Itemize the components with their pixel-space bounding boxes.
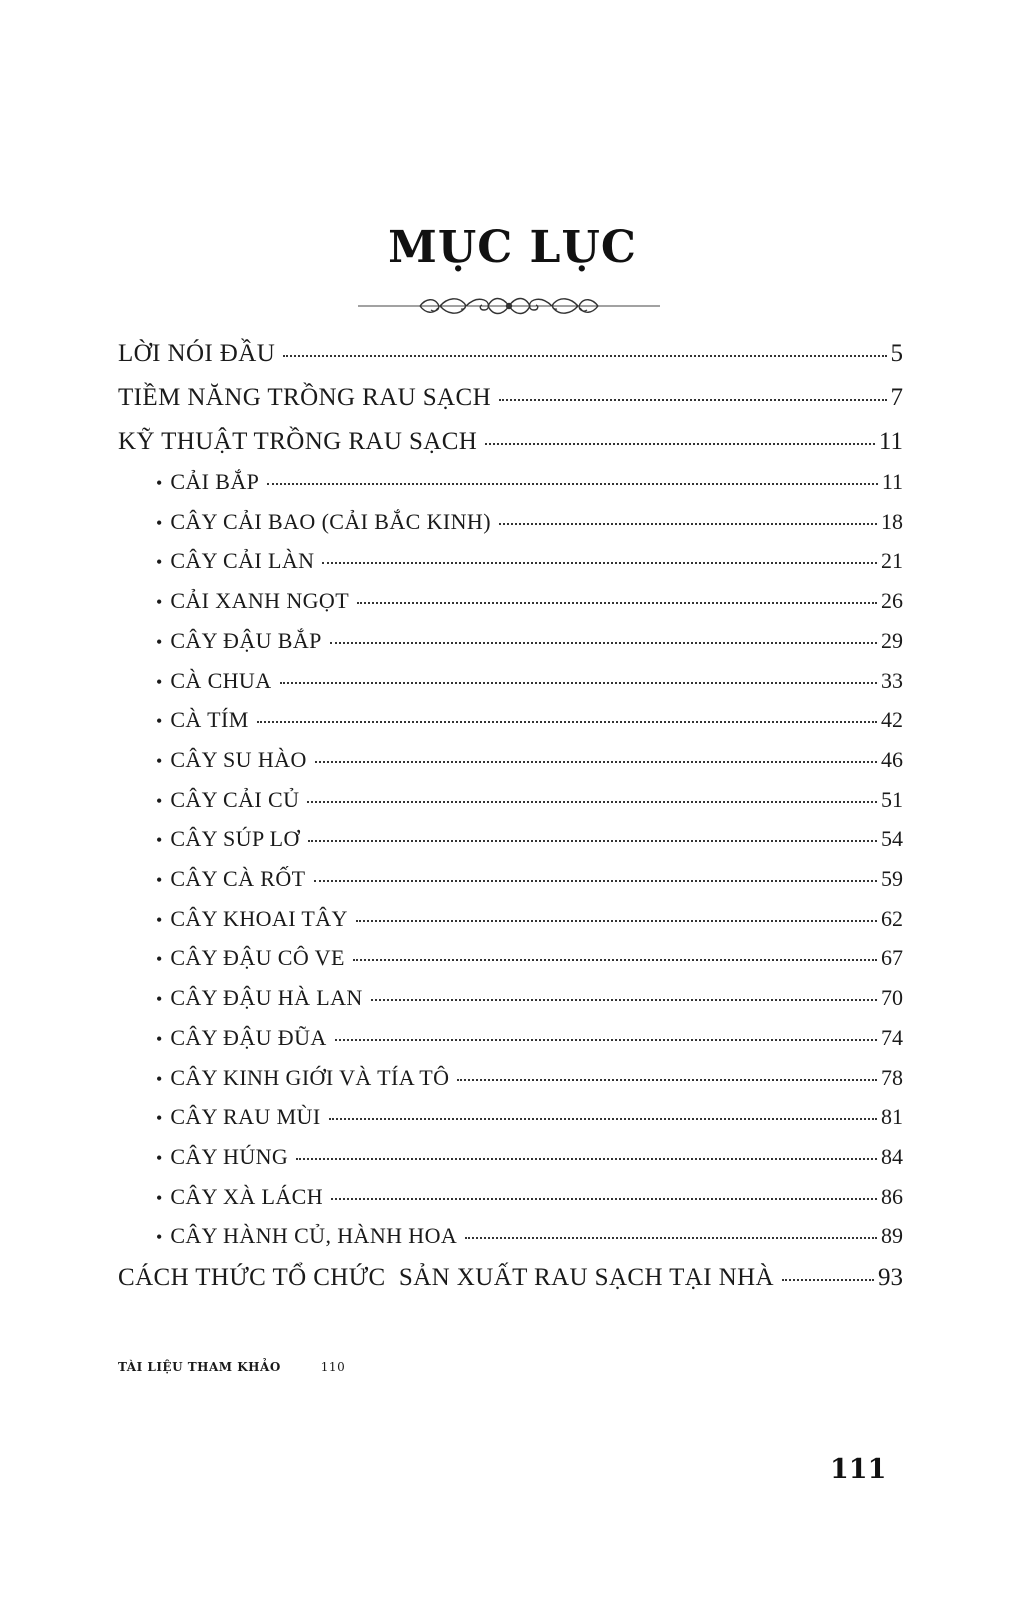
- toc-label: CẢI XANH NGỌT: [170, 588, 350, 614]
- toc-entry-row: [156, 866, 903, 892]
- toc-page-number: 26: [881, 588, 903, 614]
- toc-label: CÁCH THỨC TỔ CHỨC SẢN XUẤT RAU SẠCH TẠI NHÀ: [118, 1264, 775, 1292]
- toc-page-number: 93: [878, 1264, 903, 1292]
- toc-page-number: 86: [881, 1183, 903, 1209]
- toc-label: CÂY CẢI CỦ: [170, 786, 300, 812]
- toc-page-number: 74: [881, 1024, 903, 1050]
- toc-label: CÀ CHUA: [170, 667, 272, 693]
- dot-leader: [499, 523, 877, 525]
- toc-entry-row: [156, 787, 903, 813]
- toc-entry-row: [156, 945, 903, 971]
- toc-page-number: 78: [881, 1064, 903, 1090]
- dot-leader: [457, 1079, 877, 1081]
- toc-label: CÂY CẢI BAO (CẢI BẮC KINH): [170, 508, 491, 534]
- toc-page-number: 11: [878, 428, 903, 455]
- toc-page-number: 84: [881, 1143, 903, 1169]
- toc-label: CÂY ĐẬU BẮP: [170, 627, 322, 653]
- bullet-icon: •: [156, 671, 163, 692]
- toc-page-number: 70: [881, 985, 903, 1011]
- toc-entry-row: [156, 668, 903, 694]
- bullet-icon: •: [156, 1187, 163, 1208]
- bullet-icon: •: [156, 1227, 163, 1248]
- dot-leader: [485, 443, 875, 445]
- toc-page-number: 89: [881, 1223, 903, 1249]
- toc-label: CẢI BẮP: [170, 469, 260, 494]
- dot-leader: [307, 801, 877, 803]
- dot-leader: [357, 602, 877, 604]
- toc-chapter-row: [118, 428, 903, 456]
- dot-leader: [331, 1198, 877, 1200]
- dot-leader: [465, 1237, 877, 1239]
- dot-leader: [499, 399, 886, 401]
- toc-label: CÂY XÀ LÁCH: [170, 1183, 324, 1209]
- reference-entry: [118, 1360, 345, 1374]
- dot-leader: [296, 1158, 877, 1160]
- bullet-icon: •: [156, 1028, 163, 1049]
- toc-entry-row: [156, 1184, 903, 1210]
- toc-label: CÂY RAU MÙI: [170, 1104, 321, 1130]
- toc-entry-row: [156, 1144, 903, 1170]
- bullet-icon: •: [156, 1068, 163, 1089]
- toc-chapter-row: [118, 340, 903, 368]
- toc-page-number: 29: [881, 627, 903, 653]
- toc-label: CÂY ĐẬU CÔ VE: [170, 945, 345, 971]
- flourish-divider-icon: [358, 292, 660, 318]
- dot-leader: [280, 682, 877, 684]
- toc-page-number: 67: [881, 945, 903, 971]
- toc-entry-row: [156, 1104, 903, 1130]
- dot-leader: [329, 1118, 877, 1120]
- toc-entry-row: [156, 985, 903, 1011]
- toc-label: CÀ TÍM: [170, 707, 249, 733]
- bullet-icon: •: [156, 552, 163, 573]
- toc-entry-row: [156, 906, 903, 932]
- reference-page: 110: [320, 1360, 346, 1374]
- toc-page-number: 5: [890, 340, 903, 367]
- bullet-icon: •: [156, 473, 163, 493]
- toc-entry-row: [156, 548, 903, 574]
- bullet-icon: •: [156, 592, 163, 613]
- bullet-icon: •: [156, 830, 163, 851]
- toc-label: TIỀM NĂNG TRỒNG RAU SẠCH: [118, 384, 492, 411]
- toc-page-number: 51: [881, 786, 903, 812]
- toc-chapter-row: [118, 384, 903, 412]
- reference-label: TÀI LIỆU THAM KHẢO: [118, 1360, 281, 1374]
- toc-page-number: 11: [881, 469, 903, 494]
- toc-label: CÂY SÚP LƠ: [170, 826, 300, 852]
- toc-page-number: 81: [881, 1104, 903, 1130]
- dot-leader: [335, 1039, 877, 1041]
- toc-entry-row: [156, 1065, 903, 1091]
- bullet-icon: •: [156, 949, 163, 970]
- toc-chapter-row: [118, 1264, 903, 1292]
- dot-leader: [314, 880, 877, 882]
- toc-label: CÂY ĐẬU HÀ LAN: [170, 985, 363, 1011]
- toc-label: CÂY CẢI LÀN: [170, 548, 315, 574]
- toc-entry-row: [156, 1223, 903, 1249]
- bullet-icon: •: [156, 1147, 163, 1168]
- dot-leader: [283, 355, 886, 357]
- toc-page-number: 46: [881, 746, 903, 772]
- toc-entry-row: [156, 747, 903, 773]
- toc-entry-row: [156, 707, 903, 733]
- dot-leader: [315, 761, 877, 763]
- dot-leader: [257, 721, 877, 723]
- toc-label: CÂY KHOAI TÂY: [170, 905, 348, 931]
- toc-entry-row: [156, 588, 903, 614]
- page-number: 111: [830, 1454, 887, 1485]
- bullet-icon: •: [156, 1108, 163, 1129]
- bullet-icon: •: [156, 750, 163, 771]
- toc-label: CÂY HÀNH CỦ, HÀNH HOA: [170, 1223, 458, 1249]
- toc-label: CÂY CÀ RỐT: [170, 866, 306, 891]
- bullet-icon: •: [156, 512, 163, 533]
- page-title: MỤC LỤC: [388, 222, 637, 273]
- toc-entry-row: [156, 469, 903, 495]
- bullet-icon: •: [156, 790, 163, 811]
- dot-leader: [267, 483, 878, 485]
- bullet-icon: •: [156, 870, 163, 890]
- bullet-icon: •: [156, 711, 163, 732]
- toc-label: CÂY ĐẬU ĐŨA: [170, 1024, 327, 1050]
- toc-page-number: 33: [881, 667, 903, 693]
- dot-leader: [308, 840, 877, 842]
- toc-entry-row: [156, 509, 903, 535]
- toc-page-number: 62: [881, 905, 903, 931]
- toc-page-number: 54: [881, 826, 903, 852]
- dot-leader: [371, 999, 877, 1001]
- toc-page-number: 18: [881, 508, 903, 534]
- toc-entry-row: [156, 628, 903, 654]
- toc-page-number: 42: [881, 707, 903, 733]
- toc-entry-row: [156, 1025, 903, 1051]
- dot-leader: [353, 959, 877, 961]
- toc-label: LỜI NÓI ĐẦU: [118, 340, 276, 367]
- toc-entry-row: [156, 826, 903, 852]
- dot-leader: [322, 562, 877, 564]
- dot-leader: [330, 642, 877, 644]
- toc-label: CÂY HÚNG: [170, 1143, 289, 1169]
- toc-page-number: 59: [881, 866, 903, 891]
- toc-label: KỸ THUẬT TRỒNG RAU SẠCH: [118, 428, 478, 455]
- dot-leader: [782, 1279, 874, 1281]
- toc-page-number: 21: [881, 548, 903, 574]
- toc-label: CÂY KINH GIỚI VÀ TÍA TÔ: [170, 1064, 450, 1090]
- bullet-icon: •: [156, 909, 163, 930]
- toc-page-number: 7: [890, 384, 903, 411]
- toc-label: CÂY SU HÀO: [170, 746, 307, 772]
- bullet-icon: •: [156, 631, 163, 652]
- dot-leader: [356, 920, 877, 922]
- bullet-icon: •: [156, 989, 163, 1010]
